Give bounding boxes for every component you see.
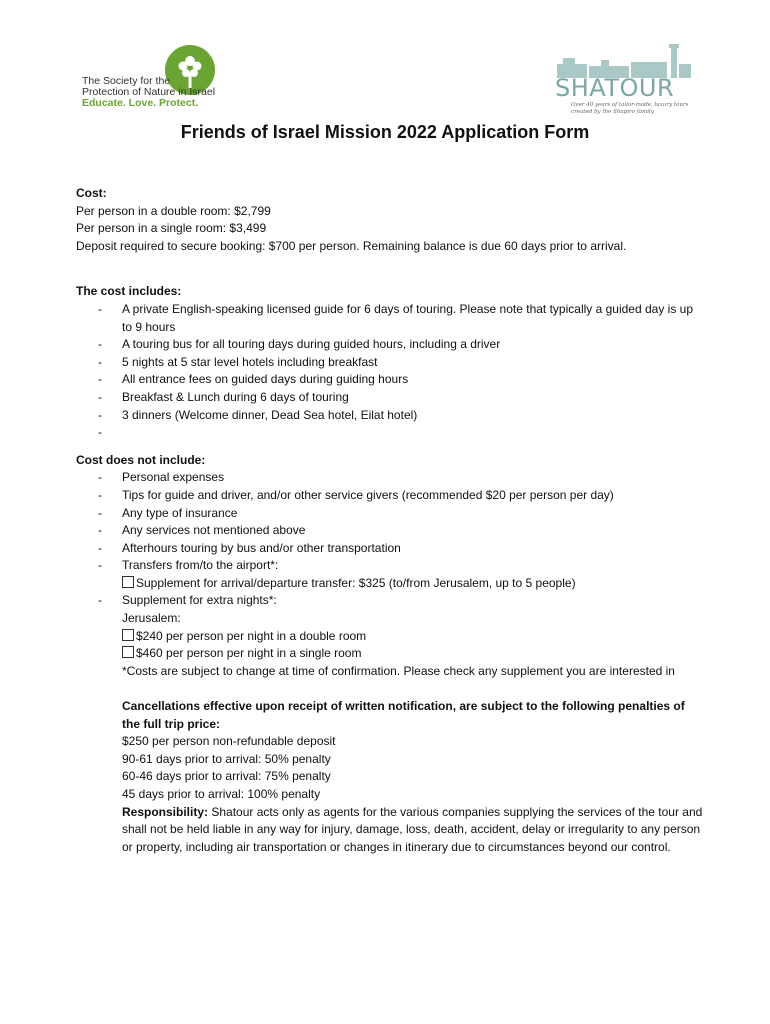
cost-line: Per person in a single room: $3,499 bbox=[76, 221, 267, 236]
excludes-list bbox=[76, 469, 706, 575]
single-room-checkbox[interactable] bbox=[122, 646, 134, 658]
spni-line-1: The Society for the bbox=[82, 75, 171, 87]
spni-line-2: Protection of Nature in Israel bbox=[82, 86, 216, 98]
list-item: - bbox=[98, 425, 102, 440]
list-item: - Any services not mentioned above bbox=[98, 523, 306, 538]
list-item: - Breakfast & Lunch during 6 days of touring bbox=[98, 389, 349, 404]
responsibility-label: Responsibility: bbox=[122, 804, 209, 819]
shatour-brand: SHATOUR bbox=[555, 74, 675, 102]
list-item: - Tips for guide and driver, and/or other service givers (recommended $20 per person per day) bbox=[98, 487, 614, 502]
cancellation-heading: Cancellations effective upon receipt of written notification, are subject to the following penalties of the full trip price: bbox=[122, 699, 685, 731]
list-item: - 3 dinners (Welcome dinner, Dead Sea hotel, Eilat hotel) bbox=[98, 407, 418, 422]
list-item: - A private English-speaking licensed guide for 6 days of touring. Please note that typically a guided day is up to 9 hours bbox=[98, 301, 694, 334]
list-item: - All entrance fees on guided days during guiding hours bbox=[98, 372, 409, 387]
cost-line: Deposit required to secure booking: $700 per person. Remaining balance is due 60 days prior to arrival. bbox=[76, 238, 627, 253]
includes-heading: The cost includes: bbox=[76, 284, 182, 299]
shatour-logo bbox=[553, 44, 693, 119]
jerusalem-label: Jerusalem: bbox=[122, 611, 181, 626]
jerusalem-skyline-icon bbox=[553, 44, 693, 78]
page-title: Friends of Israel Mission 2022 Application Form bbox=[180, 122, 590, 142]
document-body bbox=[76, 185, 706, 856]
single-room-option: $460 per person per night in a single room bbox=[76, 645, 706, 663]
shatour-subtitle: Over 40 years of tailor-made, luxury tours created by the Shapiro family bbox=[571, 102, 689, 115]
list-item: - Personal expenses bbox=[98, 470, 225, 485]
spni-logo bbox=[82, 44, 222, 114]
costs-note: *Costs are subject to change at time of confirmation. Please check any supplement you are interested in bbox=[122, 663, 675, 678]
cancellation-line: 90-61 days prior to arrival: 50% penalty bbox=[122, 751, 331, 766]
excludes-heading: Cost does not include: bbox=[76, 452, 206, 467]
spni-tagline: Educate. Love. Protect. bbox=[82, 97, 199, 109]
includes-list bbox=[76, 301, 706, 442]
responsibility-paragraph bbox=[76, 804, 706, 857]
double-room-option: $240 per person per night in a double room bbox=[76, 628, 706, 646]
cost-line: Per person in a double room: $2,799 bbox=[76, 203, 271, 218]
cancellation-line: 60-46 days prior to arrival: 75% penalty bbox=[122, 769, 331, 784]
extra-nights-list bbox=[76, 592, 706, 610]
cancellation-line: $250 per person non-refundable deposit bbox=[122, 734, 336, 749]
transfer-option: Supplement for arrival/departure transfer: $325 (to/from Jerusalem, up to 5 people) bbox=[76, 575, 706, 593]
list-item: - Any type of insurance bbox=[98, 505, 238, 520]
responsibility-text: Shatour acts only as agents for the various companies supplying the services of the tour and shall not be held liable in any way for injury, damage, loss, death, accident, delay or irregularity to any person or property, including air transportation or changes in itinerary due to circumstances beyond our control. bbox=[122, 804, 703, 854]
list-item: - 5 nights at 5 star level hotels including breakfast bbox=[98, 354, 378, 369]
cost-heading: Cost: bbox=[76, 186, 107, 200]
cancellation-line: 45 days prior to arrival: 100% penalty bbox=[122, 787, 321, 801]
spni-logo-text bbox=[82, 76, 215, 109]
double-room-checkbox[interactable] bbox=[122, 629, 134, 641]
transfer-checkbox[interactable] bbox=[122, 576, 134, 588]
list-item: - A touring bus for all touring days during guided hours, including a driver bbox=[98, 337, 501, 352]
list-item: - Supplement for extra nights*: bbox=[98, 593, 277, 608]
list-item: - Transfers from/to the airport*: bbox=[98, 558, 279, 573]
list-item: - Afterhours touring by bus and/or other transportation bbox=[98, 540, 401, 555]
